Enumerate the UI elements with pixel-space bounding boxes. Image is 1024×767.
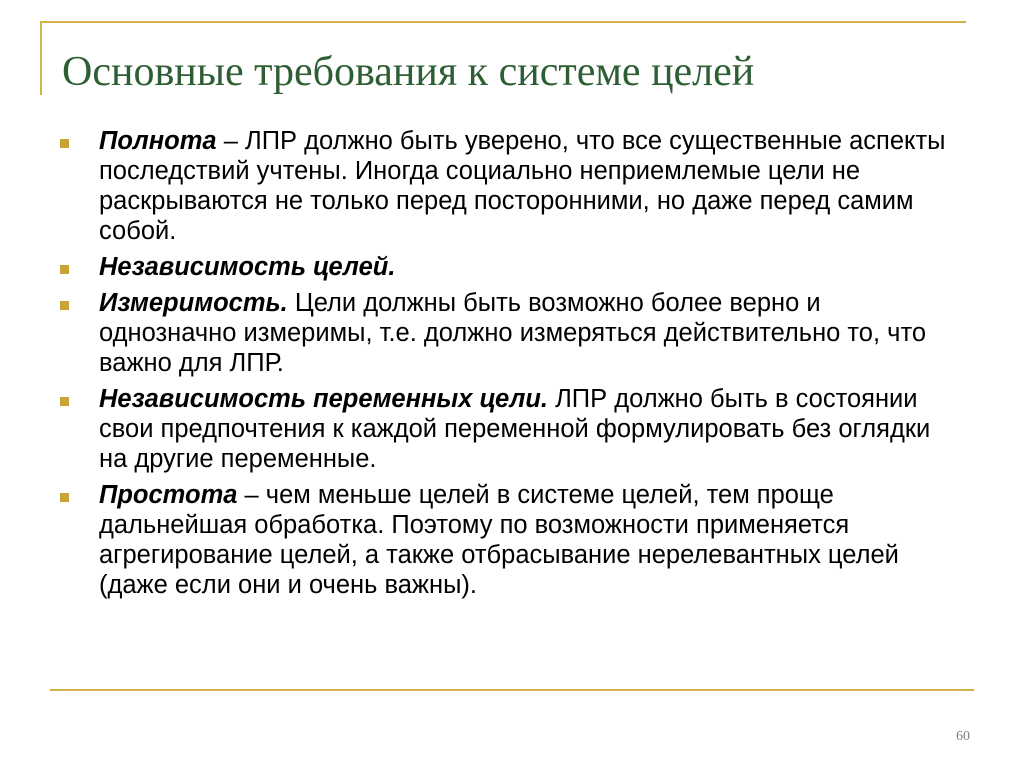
bullet-square-icon [60, 397, 69, 406]
item-term: Полнота [99, 127, 217, 155]
bullet-square-icon [60, 493, 69, 502]
item-text: – ЛПР должно быть уверено, что все существенные аспекты последствий учтены. Иногда социально неприемлемые цели не раскрываются не только перед посторонними, но даже перед самим собой. [99, 127, 946, 245]
item-term: Независимость целей. [99, 253, 396, 281]
item-term: Измеримость. [99, 289, 288, 317]
list-item-measurability [60, 288, 960, 378]
item-text: ЛПР должно быть в состоянии свои предпочтения к каждой переменной формулировать без оглядки на другие переменные. [99, 385, 931, 473]
frame-top-line [40, 21, 966, 23]
bullet-square-icon [60, 265, 69, 274]
page-number: 60 [956, 729, 970, 744]
footer-line [50, 689, 974, 691]
list-item-goal-independence [60, 252, 960, 282]
bullet-square-icon [60, 139, 69, 148]
list-item-completeness [60, 126, 960, 246]
item-term: Простота [99, 481, 238, 509]
item-text: Цели должны быть возможно более верно и однозначно измеримы, т.е. должно измеряться действительно то, что важно для ЛПР. [99, 289, 927, 377]
list-item-variable-independence [60, 384, 960, 474]
requirements-list [60, 126, 960, 606]
frame-left-line [40, 21, 42, 95]
item-term: Независимость переменных цели. [99, 385, 548, 413]
list-item-simplicity [60, 480, 960, 600]
slide-title: Основные требования к системе целей [62, 49, 755, 95]
item-text: – чем меньше целей в системе целей, тем проще дальнейшая обработка. Поэтому по возможности применяется агрегирование целей, а также отбрасывание нерелевантных целей (даже если они и очень важны). [99, 481, 899, 599]
bullet-square-icon [60, 301, 69, 310]
